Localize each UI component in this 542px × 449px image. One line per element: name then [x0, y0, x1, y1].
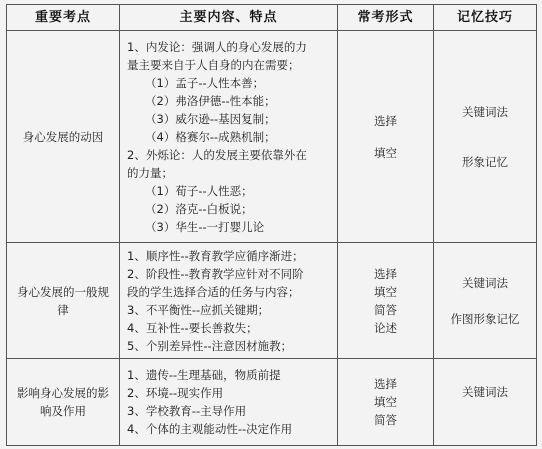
exam-form: 简答 — [374, 302, 397, 317]
table-row — [7, 31, 537, 243]
header-row — [7, 5, 537, 31]
content-line: 3、学校教育--主导作用 — [127, 404, 247, 418]
memory-technique: 作图形象记忆 — [450, 311, 520, 326]
content-cell — [120, 359, 338, 446]
content-line: 4、个体的主观能动性--决定作用 — [127, 422, 293, 436]
table-row — [7, 243, 537, 359]
header-main-content: 主要内容、特点 — [120, 5, 338, 31]
content-line: 2、阶段性--教育教学应针对不同阶 — [127, 266, 304, 281]
content-line: 2、环境--现实作用 — [127, 386, 224, 400]
header-key-point: 重要考点 — [7, 5, 120, 31]
key-point-cell: 影响身心发展的影响及作用 — [7, 359, 120, 446]
exam-form: 填空 — [374, 395, 397, 409]
memory-technique-cell — [434, 243, 537, 359]
content-line: 1、内发论：强调人的身心发展的力 — [127, 39, 307, 54]
content-line: （3）威尔逊--基因复制； — [145, 111, 276, 126]
header-memory-technique: 记忆技巧 — [434, 5, 537, 31]
exam-form: 选择 — [374, 266, 397, 281]
exam-form: 论述 — [374, 320, 397, 335]
content-line: （2）洛克--白板说； — [145, 201, 253, 216]
content-cell — [120, 243, 338, 359]
content-line: （1）荀子--人性恶； — [145, 183, 253, 198]
key-point-cell: 身心发展的一般规律 — [7, 243, 120, 359]
memory-technique: 形象记忆 — [462, 154, 508, 169]
content-line: （2）弗洛伊德--性本能； — [145, 93, 276, 108]
exam-form-cell — [338, 359, 434, 446]
content-line: （3）华生--一打婴儿论 — [145, 219, 265, 234]
memory-technique-cell — [434, 31, 537, 243]
content-line: （4）格赛尔--成熟机制； — [145, 129, 276, 144]
memory-technique: 关键词法 — [462, 104, 508, 119]
exam-form: 选择 — [374, 113, 397, 128]
exam-form: 填空 — [374, 145, 397, 160]
content-line: 1、遗传--生理基础，物质前提 — [127, 368, 281, 382]
key-point-cell: 身心发展的动因 — [7, 31, 120, 243]
header-exam-form: 常考形式 — [338, 5, 434, 31]
table-row — [7, 359, 537, 446]
exam-form-cell — [338, 243, 434, 359]
content-line: （1）孟子--人性本善； — [145, 75, 265, 90]
content-line: 1、顺序性--教育教学应循序渐进； — [127, 248, 304, 263]
content-line: 3、不平衡性--应抓关键期； — [127, 302, 270, 317]
exam-form: 填空 — [374, 284, 397, 299]
content-line: 2、外烁论：人的发展主要依靠外在 — [127, 147, 307, 162]
exam-form: 选择 — [374, 377, 397, 391]
content-line: 的力量； — [127, 165, 173, 180]
key-points-table — [6, 4, 537, 446]
content-cell — [120, 31, 338, 243]
content-line: 段的学生选择合适的任务与内容； — [127, 284, 300, 299]
content-line: 5、个别差异性--注意因材施教； — [127, 338, 293, 353]
content-line: 4、互补性--要长善救失； — [127, 320, 258, 335]
exam-form: 简答 — [374, 413, 397, 427]
exam-form-cell — [338, 31, 434, 243]
memory-technique-cell — [434, 359, 537, 446]
memory-technique: 关键词法 — [462, 385, 508, 399]
memory-technique: 关键词法 — [462, 275, 508, 290]
content-line: 量主要来自于人自身的内在需要； — [127, 57, 300, 72]
